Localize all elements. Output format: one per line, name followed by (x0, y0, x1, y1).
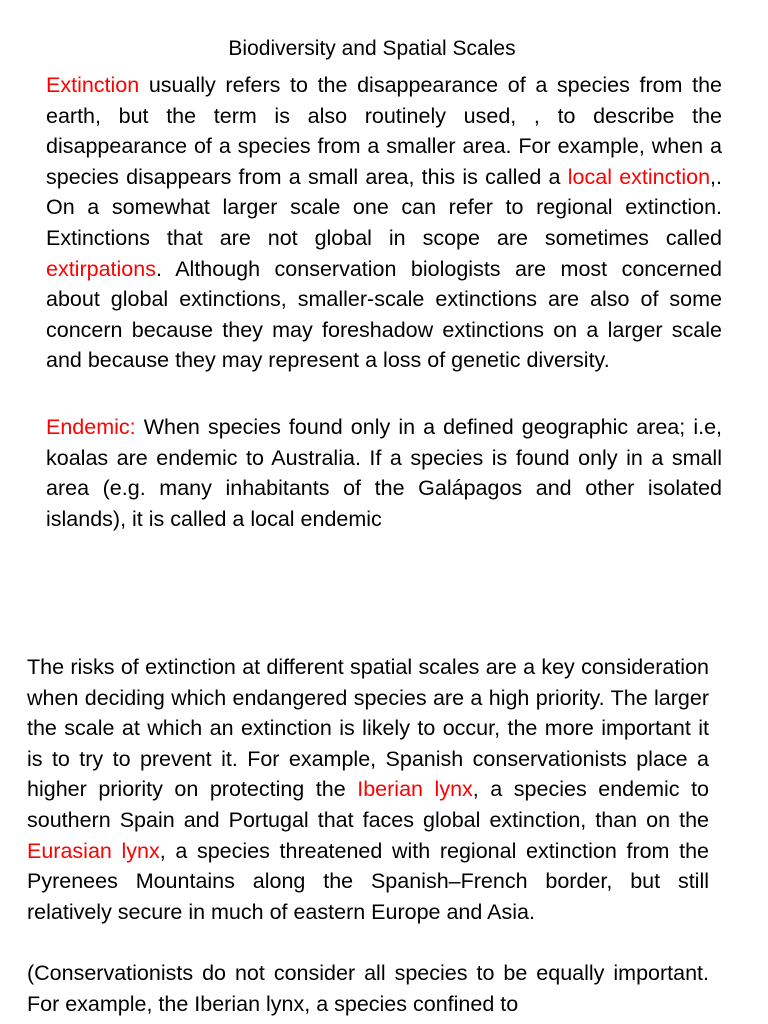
paragraph-text: , a species threatened with regional extinction from the Pyrenees Mountains along the Spanish–French border, but still relatively secure in much of eastern Europe and Asia. (27, 838, 709, 924)
term-iberian-lynx: Iberian lynx (357, 777, 473, 802)
term-extinction: Extinction (46, 73, 140, 97)
page-title: Biodiversity and Spatial Scales (228, 37, 516, 60)
term-eurasian-lynx: Eurasian lynx (27, 838, 160, 863)
paragraph-extinction (46, 70, 722, 376)
paragraph-text: usually refers to the disappearance of a species from the earth, but the term is also routinely used, , to describe the disappearance of a species from a smaller area. For example, when a species disappears from a small area, this is called a (46, 73, 722, 189)
paragraph-text: When species found only in a defined geographic area; i.e, koalas are endemic to Australia. If a species is found only in a small area (e.g. many inhabitants of the Galápagos and other isolated islands), it is called a local endemic (46, 415, 722, 531)
paragraph-text: ,. On a somewhat larger scale one can refer to regional extinction. Extinctions that are not global in scope are sometimes called (46, 164, 722, 250)
term-extirpations: extirpations (46, 256, 156, 281)
paragraph-spatial-risks (27, 652, 709, 927)
paragraph-conservationists: (Conservationists do not consider all species to be equally important. For example, the Iberian lynx, a species confined to (27, 961, 709, 1016)
paragraph-text: , a species endemic to southern Spain and Portugal that faces global extinction, than on the (27, 777, 709, 832)
paragraph-text: . Although conservation biologists are most concerned about global extinctions, smaller-scale extinctions are also of some concern because they may foreshadow extinctions on a larger scale and because they may represent a loss of genetic diversity. (46, 256, 722, 373)
term-local-extinction: local extinction (567, 164, 711, 189)
term-endemic: Endemic: (46, 415, 136, 439)
paragraph-text: The risks of extinction at different spatial scales are a key consideration when deciding which endangered species are a high priority. The larger the scale at which an extinction is likely to occur, the more important it is to try to prevent it. For example, Spanish conservationists place a higher priority on protecting the (27, 655, 709, 802)
paragraph-endemic (46, 412, 722, 534)
